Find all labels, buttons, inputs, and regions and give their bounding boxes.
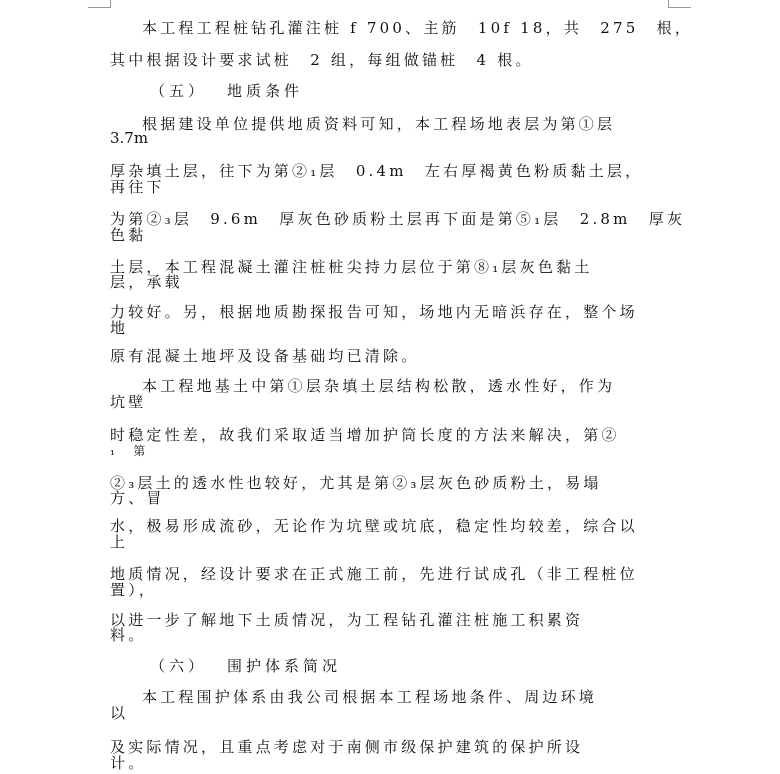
paragraph2-line5: 力较好。另，根据地质勘探报告可知，场地内无暗浜存在，整个场 [110, 303, 638, 321]
section5-number: （五） [150, 82, 208, 100]
section6-title: 围护体系简况 [227, 657, 342, 675]
paragraph3-line6: 以进一步了解地下土质情况，为工程钻孔灌注桩施工积累资 [110, 611, 584, 629]
section5-title: 地质条件 [227, 82, 304, 100]
paragraph1-line2: 其中根据设计要求试桩 2 组，每组做锚桩 4 根。 [110, 51, 534, 69]
paragraph2-line2: 厚杂填土层，往下为第②₁层 0.4m 左右厚褐黄色粉质黏土层， [110, 162, 644, 180]
paragraph3-line5-wrap: 置）， [110, 581, 158, 599]
paragraph4-line1-wrap: 以 [110, 704, 129, 722]
paragraph3-line6-wrap: 料。 [110, 626, 147, 644]
paragraph3-line4-wrap: 上 [110, 533, 129, 551]
paragraph3-line2: 时稳定性差，故我们采取适当增加护筒长度的方法来解决，第② [110, 426, 620, 444]
paragraph3-line2-wrap: ₁ 第 [110, 444, 149, 458]
paragraph2-line3: 为第②₃层 9.6m 厚灰色砂质粉土层再下面是第⑤₁层 2.8m 厚灰 [110, 210, 686, 228]
paragraph4-line2: 及实际情况，且重点考虑对于南侧市级保护建筑的保护所设 [110, 738, 584, 756]
paragraph2-line5-wrap: 地 [110, 319, 129, 337]
paragraph3-line1-wrap: 坑壁 [110, 393, 147, 411]
paragraph2-line4: 土层，本工程混凝土灌注桩桩尖持力层位于第⑧₁层灰色黏土 [110, 258, 593, 276]
paragraph2-line1-wrap: 3.7m [110, 129, 149, 147]
paragraph3-line3-wrap: 方、冒 [110, 489, 165, 507]
paragraph2-line1: 根据建设单位提供地质资料可知，本工程场地表层为第①层 [142, 115, 616, 133]
paragraph3-line1: 本工程地基土中第①层杂填土层结构松散，透水性好，作为 [142, 377, 616, 395]
paragraph2-line4-wrap: 层，承载 [110, 273, 183, 291]
section6-heading [150, 658, 341, 674]
paragraph4-line2-wrap: 计。 [110, 754, 147, 772]
section6-number: （六） [150, 657, 208, 675]
paragraph4-line1: 本工程围护体系由我公司根据本工程场地条件、周边环境 [142, 688, 598, 706]
paragraph2-line2-wrap: 再往下 [110, 178, 165, 196]
paragraph3-line3: ②₃层土的透水性也较好，尤其是第②₃层灰色砂质粉土，易塌 [110, 474, 602, 492]
section5-heading [150, 83, 303, 99]
paragraph3-line5: 地质情况，经设计要求在正式施工前，先进行试成孔（非工程桩位 [110, 565, 638, 583]
paragraph1-line1: 本工程工程桩钻孔灌注桩 f 700、主筋 10f 18，共 275 根， [142, 19, 694, 37]
paragraph2-line3-wrap: 色黏 [110, 226, 147, 244]
paragraph2-line6: 原有混凝土地坪及设备基础均已清除。 [110, 347, 420, 365]
paragraph3-line4: 水，极易形成流砂，无论作为坑壁或坑底，稳定性均较差，综合以 [110, 517, 638, 535]
